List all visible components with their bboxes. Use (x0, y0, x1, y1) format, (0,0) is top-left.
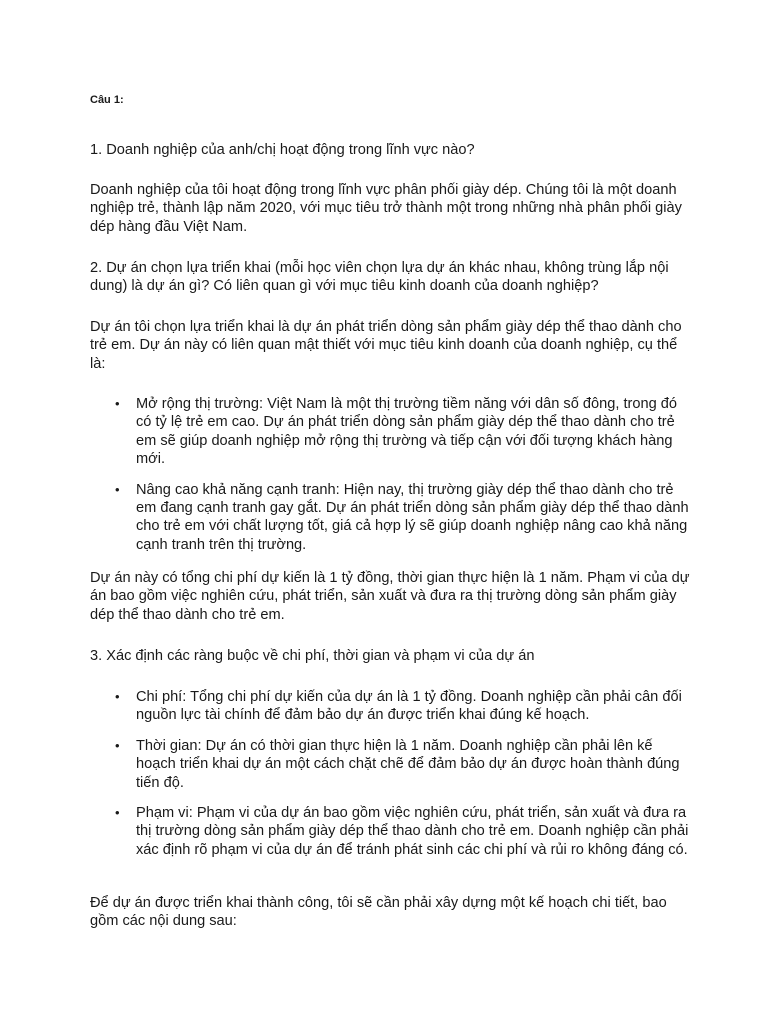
bullet-icon: • (115, 805, 120, 821)
bullet-icon: • (115, 689, 120, 704)
list-item (90, 804, 690, 859)
closing-paragraph: Để dự án được triển khai thành công, tôi sẽ cần phải xây dựng một kế hoạch chi tiết, bao gồm các nội dung sau: (90, 895, 667, 930)
answer-2-bullet-list (90, 395, 690, 554)
answer-3-bullet-list (90, 688, 690, 859)
list-item-text: Chi phí: Tổng chi phí dự kiến của dự án là 1 tỷ đồng. Doanh nghiệp cần phải cân đối nguồn lực tài chính để đảm bảo dự án được triển khai đúng kế hoạch. (136, 689, 682, 724)
answer-2-intro: Dự án tôi chọn lựa triển khai là dự án phát triển dòng sản phẩm giày dép thể thao dành cho trẻ em. Dự án này có liên quan mật thiết với mục tiêu kinh doanh của doanh nghiệp, cụ thể là: (90, 319, 682, 372)
list-item-text: Mở rộng thị trường: Việt Nam là một thị trường tiềm năng với dân số đông, trong đó có tỷ lệ trẻ em cao. Dự án phát triển dòng sản phẩm giày dép thể thao dành cho trẻ em sẽ giúp doanh nghiệp mở rộng thị trường và tiếp cận với đối tượng khách hàng mới. (136, 396, 678, 468)
bullet-icon: • (115, 737, 120, 753)
answer-2-summary: Dự án này có tổng chi phí dự kiến là 1 tỷ đồng, thời gian thực hiện là 1 năm. Phạm vi của dự án bao gồm việc nghiên cứu, phát triển, sản xuất và đưa ra thị trường dòng sản phẩm giày dép thể thao dành cho trẻ em. (90, 570, 690, 623)
list-item-text: Phạm vi: Phạm vi của dự án bao gồm việc nghiên cứu, phát triển, sản xuất và đưa ra thị trường dòng sản phẩm giày dép thể thao dành cho trẻ em. Doanh nghiệp cần phải xác định rõ phạm vi của dự án để tránh phát sinh các chi phí và rủi ro không đáng có. (136, 805, 689, 858)
list-item (90, 737, 690, 792)
bullet-icon: • (115, 396, 120, 411)
section-heading: Câu 1: (90, 94, 124, 106)
question-2: 2. Dự án chọn lựa triển khai (mỗi học viên chọn lựa dự án khác nhau, không trùng lắp nội dung) là dự án gì? Có liên quan gì với mục tiêu kinh doanh của doanh nghiệp? (90, 260, 669, 295)
list-item-text: Thời gian: Dự án có thời gian thực hiện là 1 năm. Doanh nghiệp cần phải lên kế hoạch triển khai dự án một cách chặt chẽ để đảm bảo dự án được hoàn thành đúng tiến độ. (136, 737, 680, 791)
list-item (90, 395, 690, 469)
list-item (90, 688, 690, 725)
list-item (90, 481, 690, 555)
question-1: 1. Doanh nghiệp của anh/chị hoạt động trong lĩnh vực nào? (90, 142, 475, 158)
answer-1: Doanh nghiệp của tôi hoạt động trong lĩnh vực phân phối giày dép. Chúng tôi là một doanh nghiệp trẻ, thành lập năm 2020, với mục tiêu trở thành một trong những nhà phân phối giày dép hàng đầu Việt Nam. (90, 182, 682, 235)
question-3: 3. Xác định các ràng buộc về chi phí, thời gian và phạm vi của dự án (90, 648, 535, 664)
list-item-text: Nâng cao khả năng cạnh tranh: Hiện nay, thị trường giày dép thể thao dành cho trẻ em đang cạnh tranh gay gắt. Dự án phát triển dòng sản phẩm giày dép thể thao dành cho trẻ em với chất lượng tốt, giá cả hợp lý sẽ giúp doanh nghiệp nâng cao khả năng cạnh tranh trên thị trường. (136, 481, 689, 553)
bullet-icon: • (115, 481, 120, 497)
